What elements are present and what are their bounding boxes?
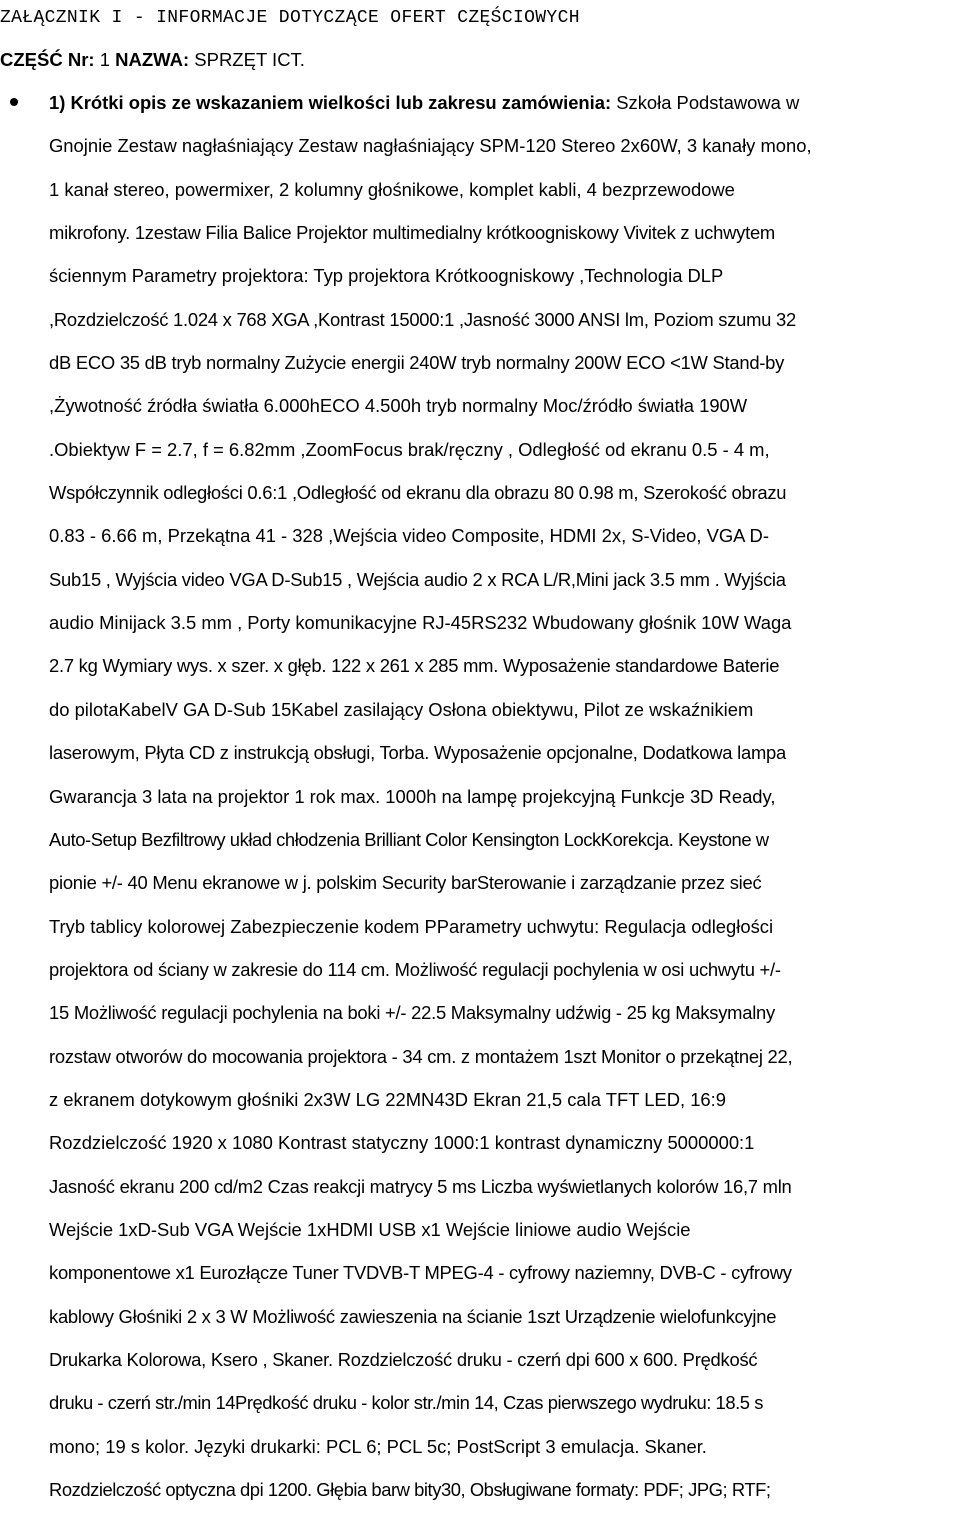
name-value: SPRZĘT ICT. bbox=[194, 49, 305, 70]
description-lead: 1) Krótki opis ze wskazaniem wielkości lub zakresu zamówienia: bbox=[49, 92, 612, 113]
part-number: 1 bbox=[99, 49, 110, 70]
description-line: do pilotaKabelV GA D-Sub 15Kabel zasilający Osłona obiektywu, Pilot ze wskaźnikiem bbox=[49, 698, 754, 720]
description-line: projektora od ściany w zakresie do 114 cm. Możliwość regulacji pochylenia w osi uchwytu +/- bbox=[49, 958, 781, 980]
description-line: Gwarancja 3 lata na projektor 1 rok max. 1000h na lampę projekcyjną Funkcje 3D Ready, bbox=[49, 785, 776, 807]
description-line: 1) Krótki opis ze wskazaniem wielkości lub zakresu zamówienia: Szkoła Podstawowa w bbox=[49, 92, 800, 113]
description-line: Rozdzielczość 1920 x 1080 Kontrast statyczny 1000:1 kontrast dynamiczny 5000000:1 bbox=[49, 1132, 755, 1154]
description-line: ,Żywotność źródła światła 6.000hECO 4.500h tryb normalny Moc/źródło światła 190W bbox=[49, 395, 748, 417]
description-line: Wejście 1xD-Sub VGA Wejście 1xHDMI USB x1 Wejście liniowe audio Wejście bbox=[49, 1218, 691, 1240]
description-line: ,Rozdzielczość 1.024 x 768 XGA ,Kontrast 15000:1 ,Jasność 3000 ANSI lm, Poziom szumu 32 bbox=[49, 308, 796, 330]
description-line: mikrofony. 1zestaw Filia Balice Projektor multimedialny krótkoogniskowy Vivitek z uchwytem bbox=[49, 222, 775, 244]
part-label: CZĘŚĆ Nr: bbox=[0, 49, 95, 70]
description-line: 0.83 - 6.66 m, Przekątna 41 - 328 ,Wejścia video Composite, HDMI 2x, S-Video, VGA D- bbox=[49, 525, 769, 547]
description-line: rozstaw otworów do mocowania projektora - 34 cm. z montażem 1szt Monitor o przekątnej 22, bbox=[49, 1045, 793, 1067]
description-line: Współczynnik odległości 0.6:1 ,Odległość od ekranu dla obrazu 80 0.98 m, Szerokość obrazu bbox=[49, 482, 787, 504]
annex-title: ZAŁĄCZNIK I - INFORMACJE DOTYCZĄCE OFERT CZĘŚCIOWYCH bbox=[0, 8, 580, 28]
description-line: 15 Możliwość regulacji pochylenia na boki +/- 22.5 Maksymalny udźwig - 25 kg Maksymalny bbox=[49, 1002, 775, 1024]
description-line: Sub15 , Wyjścia video VGA D-Sub15 , Wejścia audio 2 x RCA L/R,Mini jack 3.5 mm . Wyjścia bbox=[49, 568, 786, 590]
description-line: Tryb tablicy kolorowej Zabezpieczenie kodem PParametry uchwytu: Regulacja odległości bbox=[49, 915, 774, 937]
description-line: pionie +/- 40 Menu ekranowe w j. polskim Security barSterowanie i zarządzanie przez sieć bbox=[49, 872, 762, 894]
description-line: druku - czerń str./min 14Prędkość druku - kolor str./min 14, Czas pierwszego wydruku: 18.5 s bbox=[49, 1392, 763, 1414]
name-label: NAZWA: bbox=[115, 49, 190, 70]
description-line: Rozdzielczość optyczna dpi 1200. Głębia barw bity30, Obsługiwane formaty: PDF; JPG; RTF; bbox=[49, 1479, 771, 1500]
description-line: .Obiektyw F = 2.7, f = 6.82mm ,ZoomFocus brak/ręczny , Odległość od ekranu 0.5 - 4 m, bbox=[49, 438, 770, 460]
description-line: mono; 19 s kolor. Języki drukarki: PCL 6; PCL 5c; PostScript 3 emulacja. Skaner. bbox=[49, 1435, 707, 1457]
bullet-icon bbox=[10, 98, 18, 106]
description-line: 1 kanał stereo, powermixer, 2 kolumny głośnikowe, komplet kabli, 4 bezprzewodowe bbox=[49, 178, 735, 200]
description-paragraph bbox=[49, 91, 955, 1521]
description-line: Auto-Setup Bezfiltrowy układ chłodzenia Brilliant Color Kensington LockKorekcja. Keystone w bbox=[49, 828, 769, 850]
description-line: Drukarka Kolorowa, Ksero , Skaner. Rozdzielczość druku - czerń dpi 600 x 600. Prędkość bbox=[49, 1348, 758, 1370]
description-line: z ekranem dotykowym głośniki 2x3W LG 22MN43D Ekran 21,5 cala TFT LED, 16:9 bbox=[49, 1088, 726, 1110]
description-line: komponentowe x1 Eurozłącze Tuner TVDVB-T MPEG-4 - cyfrowy naziemny, DVB-C - cyfrowy bbox=[49, 1262, 792, 1284]
description-line: dB ECO 35 dB tryb normalny Zużycie energii 240W tryb normalny 200W ECO <1W Stand-by bbox=[49, 352, 785, 374]
description-line: audio Minijack 3.5 mm , Porty komunikacyjne RJ-45RS232 Wbudowany głośnik 10W Waga bbox=[49, 612, 792, 634]
description-line: Jasność ekranu 200 cd/m2 Czas reakcji matrycy 5 ms Liczba wyświetlanych kolorów 16,7 mln bbox=[49, 1175, 792, 1197]
description-line: laserowym, Płyta CD z instrukcją obsługi, Torba. Wyposażenie opcjonalne, Dodatkowa lampa bbox=[49, 742, 786, 764]
description-line: ściennym Parametry projektora: Typ projektora Krótkoogniskowy ,Technologia DLP bbox=[49, 265, 724, 287]
description-line: kablowy Głośniki 2 x 3 W Możliwość zawieszenia na ścianie 1szt Urządzenie wielofunkcyjne bbox=[49, 1305, 777, 1327]
description-line: 2.7 kg Wymiary wys. x szer. x głęb. 122 x 261 x 285 mm. Wyposażenie standardowe Baterie bbox=[49, 655, 780, 677]
part-heading bbox=[0, 48, 305, 72]
description-line: Gnojnie Zestaw nagłaśniający Zestaw nagłaśniający SPM-120 Stereo 2x60W, 3 kanały mono, bbox=[49, 135, 812, 157]
